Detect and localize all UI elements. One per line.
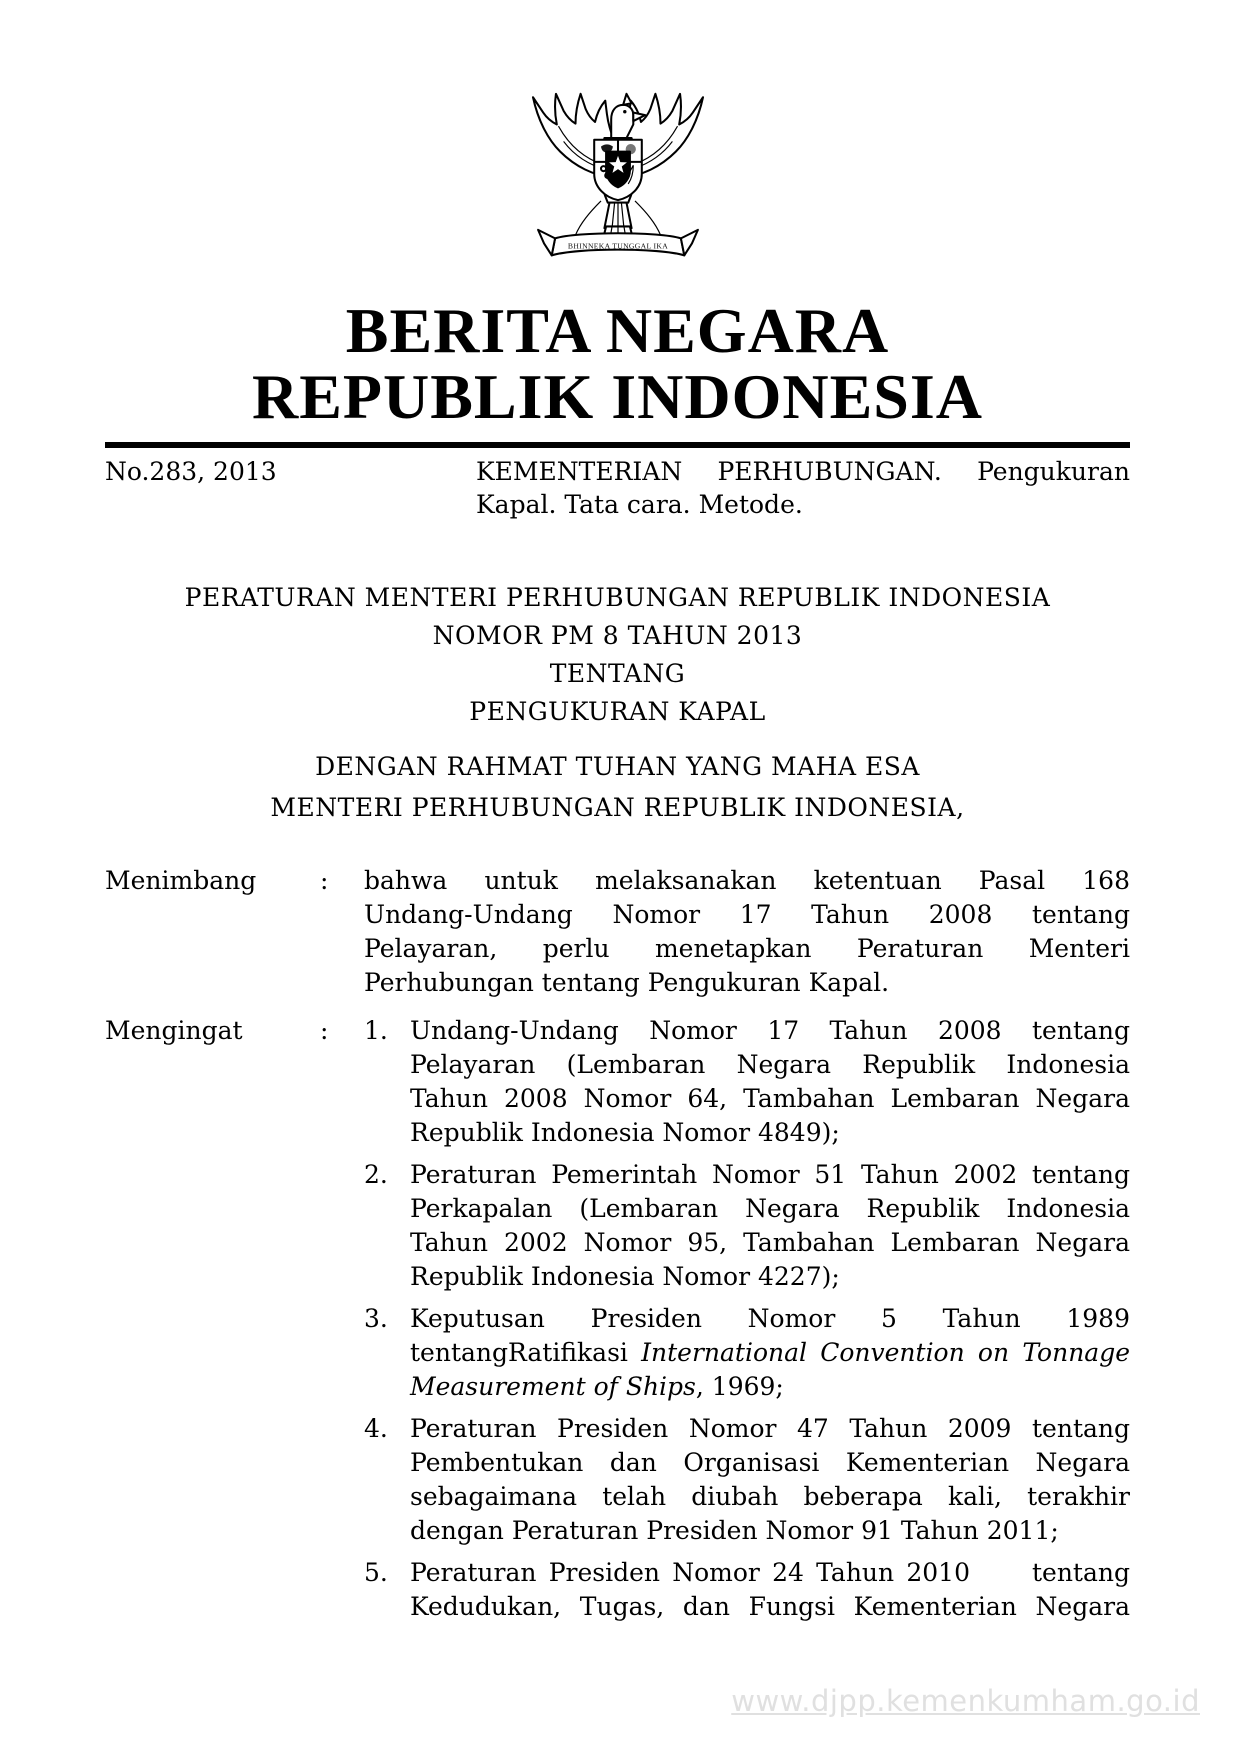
emblem-motto: BHINNEKA TUNGGAL IKA	[567, 241, 668, 251]
text-line: Measurement of Ships, 1969;	[410, 1372, 784, 1401]
menimbang-text	[364, 864, 1130, 1000]
item-text	[410, 1412, 1130, 1548]
item-number: 5.	[364, 1558, 388, 1587]
text-line: bahwa untuk melaksanakan ketentuan Pasal 168	[364, 866, 1130, 895]
authority-line: MENTERI PERHUBUNGAN REPUBLIK INDONESIA,	[270, 793, 965, 822]
masthead-divider	[105, 442, 1130, 448]
text-line: Perkapalan (Lembaran Negara Republik Indonesia	[410, 1194, 1130, 1223]
item-text	[410, 1158, 1130, 1294]
text-line: Republik Indonesia Nomor 4849);	[410, 1118, 840, 1147]
text-line: Kedudukan, Tugas, dan Fungsi Kementerian Negara	[410, 1592, 1130, 1621]
item-text	[410, 1302, 1130, 1404]
text-line: Peraturan Presiden Nomor 47 Tahun 2009 tentang	[410, 1414, 1130, 1443]
item-text	[410, 1556, 1130, 1624]
menimbang-colon: :	[320, 866, 329, 895]
gazette-title-line1: BERITA NEGARA	[345, 295, 890, 366]
regulation-title: PERATURAN MENTERI PERHUBUNGAN REPUBLIK INDONESIA	[184, 583, 1051, 612]
mengingat-label: Mengingat	[105, 1016, 243, 1045]
text-line: sebagaimana telah diubah beberapa kali, terakhir	[410, 1482, 1130, 1511]
issue-subject-line2: Kapal. Tata cara. Metode.	[476, 490, 803, 519]
text-line: Pelayaran, perlu menetapkan Peraturan Menteri	[364, 934, 1130, 963]
issue-subject-line1: KEMENTERIAN PERHUBUNGAN. Pengukuran	[476, 457, 1130, 486]
text-line: dengan Peraturan Presiden Nomor 91 Tahun 2011;	[410, 1516, 1059, 1545]
regulation-number: NOMOR PM 8 TAHUN 2013	[432, 621, 803, 650]
item-text	[410, 1014, 1130, 1150]
mengingat-item	[364, 1014, 1130, 1150]
mengingat-items	[364, 1014, 1130, 1624]
mengingat-item	[364, 1412, 1130, 1548]
mengingat-colon: :	[320, 1016, 329, 1045]
mengingat-item	[364, 1158, 1130, 1294]
text-line: Peraturan Presiden Nomor 24 Tahun 2010 tentang	[410, 1558, 1130, 1587]
garuda-pancasila-emblem	[516, 80, 720, 276]
text-line: Pembentukan dan Organisasi Kementerian Negara	[410, 1448, 1130, 1477]
text-line: Tahun 2008 Nomor 64, Tambahan Lembaran Negara	[410, 1084, 1130, 1113]
issue-subject	[476, 455, 1130, 521]
gazette-title	[105, 295, 1130, 432]
text-line: Peraturan Pemerintah Nomor 51 Tahun 2002 tentang	[410, 1160, 1130, 1189]
item-number: 3.	[364, 1304, 388, 1333]
clause-menimbang	[105, 864, 1130, 1000]
text-line: Tahun 2002 Nomor 95, Tambahan Lembaran Negara	[410, 1228, 1130, 1257]
issue-number: No.283, 2013	[105, 457, 277, 486]
text-line: Pelayaran (Lembaran Negara Republik Indonesia	[410, 1050, 1130, 1079]
item-number: 4.	[364, 1414, 388, 1443]
mengingat-item	[364, 1302, 1130, 1404]
emblem-wrap	[105, 80, 1130, 276]
regulation-tentang: TENTANG	[549, 659, 686, 688]
clause-mengingat	[105, 1014, 1130, 1624]
text-line: Undang-Undang Nomor 17 Tahun 2008 tentang	[364, 900, 1130, 929]
head	[611, 105, 633, 138]
text-line: Perhubungan tentang Pengukuran Kapal.	[364, 968, 890, 997]
issue-row	[105, 455, 1130, 521]
mengingat-item	[364, 1556, 1130, 1624]
text-line: tentangRatifikasi International Convention on Tonnage	[410, 1338, 1131, 1367]
gazette-title-line2: REPUBLIK INDONESIA	[251, 361, 984, 432]
text-line: Undang-Undang Nomor 17 Tahun 2008 tentang	[410, 1016, 1130, 1045]
invocation-line: DENGAN RAHMAT TUHAN YANG MAHA ESA	[315, 752, 920, 781]
text-line: Keputusan Presiden Nomor 5 Tahun 1989	[410, 1304, 1130, 1333]
site-watermark: www.djpp.kemenkumham.go.id	[731, 1684, 1200, 1718]
item-number: 2.	[364, 1160, 388, 1189]
regulation-subject: PENGUKURAN KAPAL	[469, 697, 766, 726]
text-line: Republik Indonesia Nomor 4227);	[410, 1262, 840, 1291]
regulation-heading	[105, 579, 1130, 731]
menimbang-label: Menimbang	[105, 866, 257, 895]
item-number: 1.	[364, 1016, 388, 1045]
